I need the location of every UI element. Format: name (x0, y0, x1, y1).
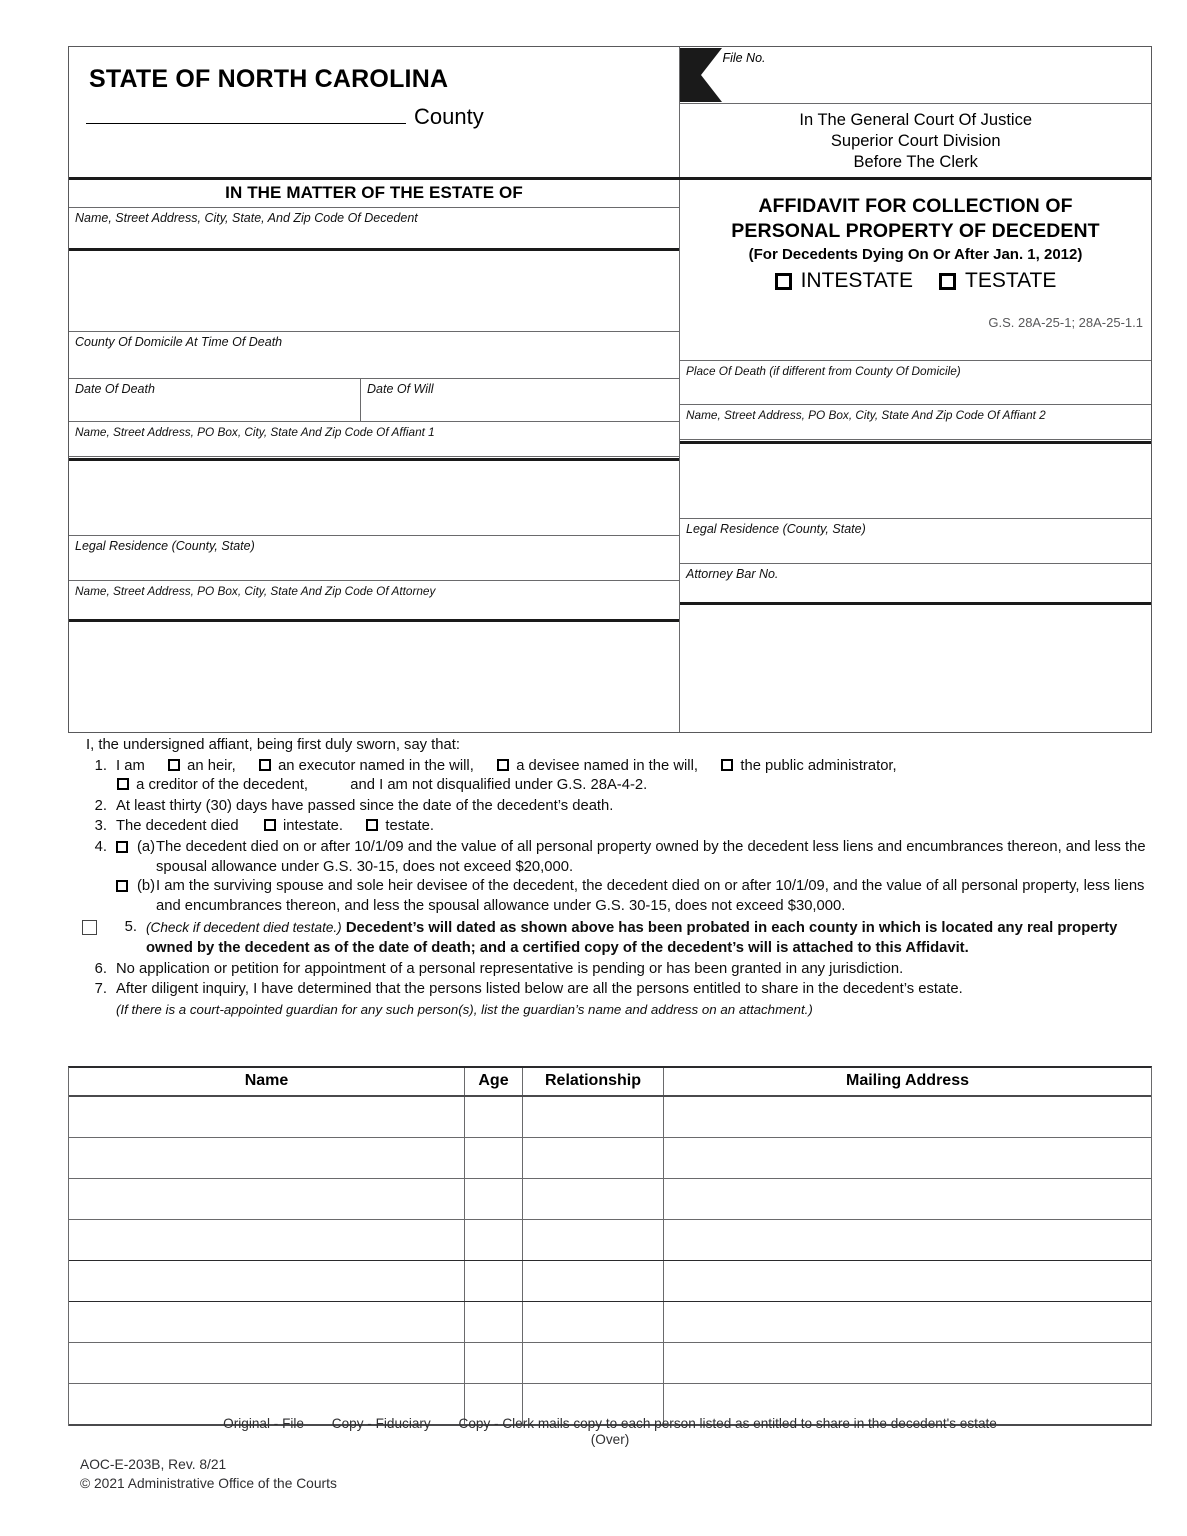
legal-residence2-caption: Legal Residence (County, State) (686, 522, 866, 536)
attorney-caption-cell (69, 581, 679, 622)
cell-name[interactable] (69, 1302, 465, 1342)
testate-option[interactable] (939, 269, 1056, 293)
item-4b-letter: (b) (137, 878, 156, 895)
cell-address[interactable] (664, 1302, 1151, 1342)
place-of-death-caption: Place Of Death (if different from County Of Domicile) (686, 364, 961, 378)
cell-relationship[interactable] (523, 1261, 664, 1301)
sworn-statements (68, 736, 1152, 1019)
item-4b (116, 877, 1152, 916)
form-identification (80, 1455, 337, 1493)
item-4-body (116, 838, 1152, 916)
distribution-line (223, 1416, 997, 1431)
cell-name[interactable] (69, 1138, 465, 1178)
state-county-block (69, 47, 680, 177)
cell-relationship[interactable] (523, 1138, 664, 1178)
table-row[interactable] (69, 1097, 1151, 1138)
item-2-number: 2. (94, 797, 107, 814)
heirs-table (68, 1066, 1152, 1426)
died-testate-checkbox-icon[interactable] (366, 819, 378, 831)
column-header-name: Name (69, 1068, 465, 1095)
item-2-text: At least thirty (30) days have passed since the date of the decedent’s death. (116, 797, 614, 814)
decedent-caption-cell (69, 208, 679, 251)
estate-type-checkboxes (680, 269, 1151, 293)
table-row[interactable] (69, 1343, 1151, 1384)
legal-residence1-cell[interactable] (69, 536, 679, 581)
affidavit-title-line-1: AFFIDAVIT FOR COLLECTION OF (758, 195, 1073, 217)
item-5-number: 5. (124, 919, 137, 936)
affiant2-caption-cell (680, 405, 1151, 440)
attorney-bar-value-cell[interactable] (680, 605, 1151, 715)
item-1-option-executor: an executor named in the will, (278, 757, 474, 774)
attorney-value-cell[interactable] (69, 622, 679, 732)
court-block (680, 47, 1151, 177)
affiant1-value-cell[interactable] (69, 461, 679, 536)
court-line-3: Before The Clerk (853, 153, 978, 171)
cell-age[interactable] (465, 1220, 523, 1260)
cell-age[interactable] (465, 1302, 523, 1342)
item-4a-label (116, 838, 156, 877)
item-1-option-creditor: a creditor of the decedent, (136, 777, 309, 794)
statement-item-7 (68, 980, 1152, 1019)
item-3-option-intestate: intestate. (282, 818, 344, 835)
cell-age[interactable] (465, 1261, 523, 1301)
item-6-text: No application or petition for appointment of a personal representative is pending or has been granted in any jurisdiction. (116, 960, 904, 977)
cell-name[interactable] (69, 1097, 465, 1137)
item-6-number: 6. (94, 960, 107, 977)
date-of-death-cell[interactable] (69, 379, 361, 421)
item-5-lead (68, 918, 116, 958)
cell-address[interactable] (664, 1179, 1151, 1219)
item-4b-label (116, 877, 156, 916)
county-domicile-caption: County Of Domicile At Time Of Death (75, 335, 283, 349)
form-id: AOC-E-203B, Rev. 8/21 (80, 1457, 227, 1472)
cell-name[interactable] (69, 1261, 465, 1301)
attorney-caption: Name, Street Address, PO Box, City, State And Zip Code Of Attorney (75, 584, 436, 598)
cell-address[interactable] (664, 1220, 1151, 1260)
file-no-field[interactable] (680, 47, 1151, 104)
table-row[interactable] (69, 1138, 1151, 1179)
court-line-1: In The General Court Of Justice (799, 111, 1033, 129)
intestate-checkbox-icon[interactable] (775, 273, 792, 290)
statements-intro: I, the undersigned affiant, being first duly sworn, say that: (86, 737, 460, 753)
page-title: STATE OF NORTH CAROLINA (89, 65, 449, 93)
cell-address[interactable] (664, 1261, 1151, 1301)
item-4a (116, 838, 1152, 877)
date-of-will-cell[interactable] (361, 379, 679, 421)
intestate-option[interactable] (775, 269, 913, 293)
statement-item-6 (68, 960, 1152, 980)
statement-item-1 (68, 757, 1152, 796)
item-5-italic-lead: (Check if decedent died testate.) (146, 920, 342, 936)
creditor-checkbox-icon[interactable] (117, 778, 129, 790)
legal-residence2-cell[interactable] (680, 519, 1151, 564)
item-7-number: 7. (94, 981, 107, 998)
court-line-2: Superior Court Division (830, 132, 1001, 150)
affidavit-title-line-2: PERSONAL PROPERTY OF DECEDENT (731, 220, 1100, 242)
cell-age[interactable] (465, 1179, 523, 1219)
item-3-body (116, 817, 1152, 837)
cell-relationship[interactable] (523, 1343, 664, 1383)
item-4a-text: The decedent died on or after 10/1/09 and the value of all personal property owned by the decedent less liens and encumbrances thereon, and less the spousal allowance under G.S. 30-15, does not exceed $20,000. (156, 838, 1146, 875)
table-header-row (69, 1068, 1151, 1097)
affidavit-subtitle: (For Decedents Dying On Or After Jan. 1, 2012) (748, 246, 1083, 263)
affiant2-caption: Name, Street Address, PO Box, City, State And Zip Code Of Affiant 2 (686, 408, 1046, 422)
statement-item-4 (68, 838, 1152, 916)
table-row[interactable] (69, 1302, 1151, 1343)
matter-heading: IN THE MATTER OF THE ESTATE OF (225, 183, 523, 202)
cell-name[interactable] (69, 1220, 465, 1260)
cell-address[interactable] (664, 1343, 1151, 1383)
item-1-option-heir: an heir, (187, 757, 236, 774)
title-and-affiant2-column (680, 180, 1151, 732)
header-row (69, 47, 1151, 180)
column-header-mailing-address: Mailing Address (846, 1072, 969, 1089)
item-1-option-devisee: a devisee named in the will, (516, 757, 698, 774)
item-7-text: After diligent inquiry, I have determined that the persons listed below are all the persons entitled to share in the decedent’s estate. (116, 981, 963, 998)
item-4a-letter: (a) (137, 838, 156, 855)
item-4a-checkbox-icon[interactable] (116, 841, 128, 853)
executor-checkbox-icon[interactable] (259, 759, 271, 771)
form-header-frame (68, 46, 1152, 733)
attorney-bar-cell[interactable] (680, 564, 1151, 605)
statement-item-5 (68, 918, 1152, 958)
legal-residence1-caption: Legal Residence (County, State) (75, 539, 255, 553)
affiant2-value-cell[interactable] (680, 444, 1151, 519)
matter-bar-wrap (69, 180, 679, 208)
public-administrator-checkbox-icon[interactable] (721, 759, 733, 771)
intestate-label: INTESTATE (800, 269, 913, 292)
dist-copy-fiduciary: Copy - Fiduciary (331, 1416, 431, 1431)
cell-relationship[interactable] (523, 1097, 664, 1137)
cell-relationship[interactable] (523, 1179, 664, 1219)
estate-fields-column (69, 180, 680, 732)
column-header-age: Age (465, 1068, 523, 1095)
copyright-notice: © 2021 Administrative Office of the Courts (80, 1476, 337, 1491)
item-1-lead: I am (116, 757, 145, 774)
item-4-number: 4. (94, 838, 107, 855)
cell-name[interactable] (69, 1343, 465, 1383)
table-row[interactable] (69, 1220, 1151, 1261)
matter-title-row (69, 180, 1151, 732)
triangle-marker-icon (680, 48, 722, 102)
died-intestate-checkbox-icon[interactable] (264, 819, 276, 831)
table-row[interactable] (69, 1179, 1151, 1220)
dist-original: Original - File (223, 1416, 304, 1431)
affiant1-caption: Name, Street Address, PO Box, City, State And Zip Code Of Affiant 1 (75, 425, 435, 439)
item-4b-text: I am the surviving spouse and sole heir devisee of the decedent, the decedent died on or after 10/1/09, and the value of all personal property, less liens and encumbrances thereon, and less the spousal allowance under G.S. 30-15, does not exceed $30,000. (156, 878, 1145, 914)
distribution-notes (68, 1416, 1152, 1447)
heir-checkbox-icon[interactable] (168, 759, 180, 771)
county-domicile-cell[interactable] (69, 332, 679, 379)
table-row[interactable] (69, 1261, 1151, 1302)
over-indicator: (Over) (590, 1432, 630, 1447)
item-7-note: (If there is a court-appointed guardian for any such person(s), list the guardian’s name and address on an attachment.) (116, 1001, 813, 1017)
county-blank-line[interactable] (86, 123, 406, 124)
decedent-caption: Name, Street Address, City, State, And Zip Code Of Decedent (75, 211, 418, 225)
testate-label: TESTATE (965, 269, 1057, 292)
cell-age[interactable] (465, 1343, 523, 1383)
cell-name[interactable] (69, 1179, 465, 1219)
gs-reference: G.S. 28A-25-1; 28A-25-1.1 (988, 315, 1143, 330)
county-label: County (414, 104, 484, 129)
testate-checkbox-icon[interactable] (939, 273, 956, 290)
court-designation (680, 104, 1151, 173)
cell-address[interactable] (664, 1138, 1151, 1178)
column-header-relationship: Relationship (523, 1068, 664, 1095)
item-3-option-testate: testate. (385, 818, 434, 835)
item-5-bold-text: Decedent’s will dated as shown above has been probated in each county in which is located any real property owned by the decedent as of the date of death; and a certified copy of the decedent’s will is attached to this Affidavit. (146, 920, 1118, 956)
date-of-will-caption: Date Of Will (367, 382, 434, 396)
decedent-value-cell[interactable] (69, 251, 679, 332)
cell-relationship[interactable] (523, 1220, 664, 1260)
statement-item-3 (68, 817, 1152, 837)
item-1-option-public-admin: the public administrator, (740, 757, 897, 774)
date-of-death-caption: Date Of Death (75, 382, 155, 396)
item-5-checkbox-icon[interactable] (82, 920, 97, 935)
item-4b-checkbox-icon[interactable] (116, 880, 128, 892)
attorney-bar-caption: Attorney Bar No. (686, 567, 779, 581)
statement-item-2 (68, 797, 1152, 817)
place-of-death-cell[interactable] (680, 361, 1151, 405)
item-1-tail: and I am not disqualified under G.S. 28A-4-2. (350, 777, 648, 794)
item-3-lead: The decedent died (116, 818, 239, 835)
dist-copy-clerk: Copy - Clerk mails copy to each person listed as entitled to share in the decedent's estate (458, 1416, 997, 1431)
item-3-number: 3. (94, 818, 107, 835)
item-1-body (116, 757, 1152, 796)
item-1-number: 1. (94, 757, 107, 774)
cell-address[interactable] (664, 1097, 1151, 1137)
devisee-checkbox-icon[interactable] (497, 759, 509, 771)
affidavit-title-cell (680, 180, 1151, 361)
file-no-label: File No. (722, 51, 766, 65)
cell-age[interactable] (465, 1138, 523, 1178)
item-7-body (116, 980, 1152, 1019)
affiant1-caption-cell (69, 422, 679, 457)
dates-row (69, 379, 679, 422)
cell-relationship[interactable] (523, 1302, 664, 1342)
item-5-body (146, 918, 1152, 958)
cell-age[interactable] (465, 1097, 523, 1137)
